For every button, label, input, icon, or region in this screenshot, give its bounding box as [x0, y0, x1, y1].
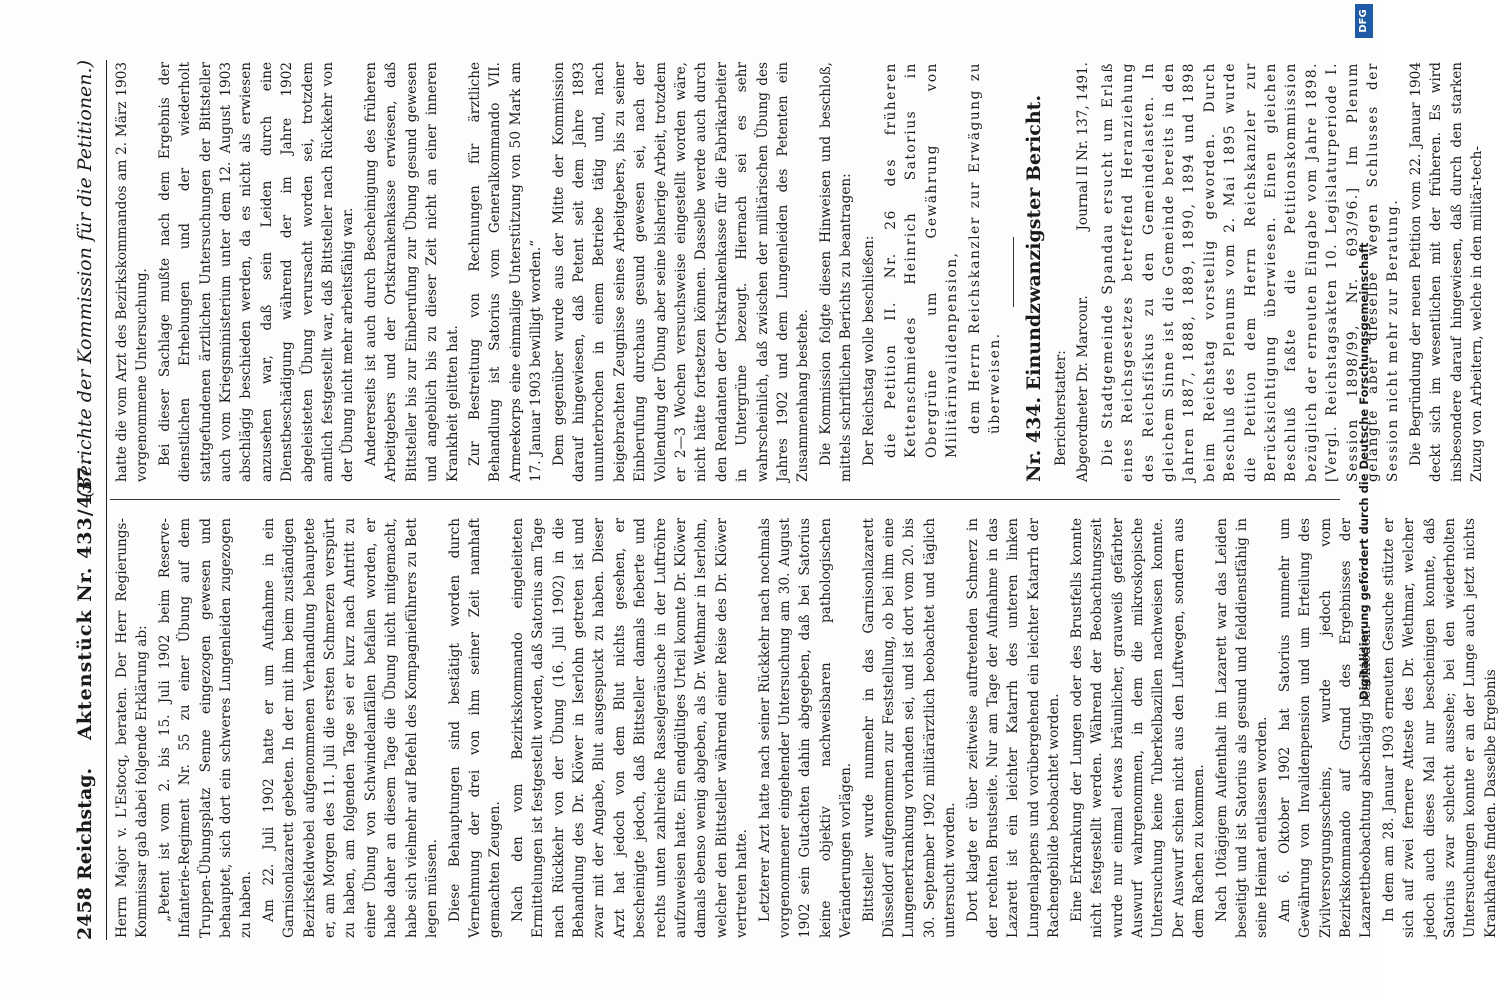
paragraph: Eine Erkrankung der Lungen oder des Brustfells konnte nicht festgestellt werden. Während der Beobachtungszeit wurde nur einmal etwas bräunlicher, grauweiß gefärbter Auswurf wahrgenommen, in dem die mikroskopische Untersuchung keine Tuberkelbazillen nachweisen konnte. Der Auswurf schien nicht aus den Luftwegen, sondern aus dem Rachen zu kommen.	[1068, 518, 1208, 938]
paragraph: Nach 10tägigem Aufenthalt im Lazarett war das Leiden beseitigt und ist Satorius als gesund und felddienstfähig in seine Heimat entlassen worden.	[1213, 518, 1271, 938]
paragraph: Die Kommission folgte diesen Hinweisen und beschloß, mittels schriftlichen Berichts zu beantragen:	[817, 62, 855, 482]
reporter-line	[1073, 62, 1093, 482]
paragraph: „Petent ist vom 2. bis 15. Juli 1902 beim Reserve-Infanterie-Regiment Nr. 55 zu einer Übung auf dem Truppen-Übungsplatz Senne eingezogen gewesen und behauptet, sich dort ein schweres Lungenleiden zugezogen zu haben.	[156, 518, 255, 938]
left-column	[112, 518, 1499, 938]
section-title: (Berichte der Kommission für die Petitionen.)	[74, 60, 96, 498]
paragraph: hatte die vom Arzt des Bezirkskommandos am 2. März 1903 vorgenommene Untersuchung.	[114, 62, 151, 482]
journal-ref: Journal II Nr. 137, 1491.	[1075, 62, 1092, 231]
paragraph: Herrn Major v. L'Estocq, beraten. Der Herr Regierungs-Kommissar gab dabei folgende Erklärung ab:	[114, 518, 151, 938]
page-number: 2458	[74, 887, 96, 940]
paragraph: Nach den vom Bezirkskommando eingeleiteten Ermittelungen ist festgestellt worden, daß Satorius am Tage nach Rückkehr von der Übung (16. Juli 1902) in die Behandlung des Dr. Klöwer in Iserlohn getreten ist und zwar mit der Angabe, Blut ausgespuckt zu haben. Dieser Arzt hat jedoch von dem Blut nichts gesehen, er bescheinigte jedoch, daß Bittsteller damals fieberte und rechts unten zahlreiche Rasselgeräusche in der Luftröhre aufzuweisen hatte. Ein endgültiges Urteil konnte Dr. Klöwer damals ebenso wenig abgeben, als Dr. Wethmar in Iserlohn, welcher den Bittsteller während einer Reise des Dr. Klöwer vertreten hatte.	[509, 518, 751, 938]
paragraph: Bei dieser Sachlage mußte nach dem Ergebnis der dienstlichen Erhebungen und der wiederholt stattgefundenen ärztlichen Untersuchungen der Bittsteller auch vom Kriegsministerium unter dem 12. August 1903 abschlägig beschieden werden, da es nicht als erwiesen anzusehen war, daß sein Leiden durch eine Dienstbeschädigung während der im Jahre 1902 abgeleisteten Übung verursacht worden sei, trotzdem amtlich festgestellt war, daß Bittsteller nach Rückkehr von der Übung nicht mehr arbeitsfähig war.	[156, 62, 357, 482]
motion-body: die Petition II. Nr. 26 des früheren Kettenschmiedes Heinrich Satorius in Obergrüne um Gewährung von Militärinvalidenpension,	[883, 62, 961, 458]
paragraph: Letzterer Arzt hatte nach seiner Rückkehr nach nochmals vorgenommener eingehender Untersuchung am 30. August 1902 sein Gutachten dahin abgegeben, daß bei Satorius keine objektiv nachweisbaren pathologischen Veränderungen vorlägen.	[756, 518, 855, 938]
paragraph: Bittsteller wurde nunmehr in das Garnisonlazarett Düsseldorf aufgenommen zur Feststellung, ob bei ihm eine Lungenerkrankung vorhanden sei, und ist dort vom 20. bis 30. September 1902 militärärztlich beobachtet und täglich untersucht worden.	[860, 518, 959, 938]
paragraph: Dort klagte er über zeitweise auftretenden Schmerz in der rechten Brustseite. Nur am Tage der Aufnahme in das Lazarett ist ein leichter Katarrh des unteren linken Lungenlappens und vorübergehend ein leichter Katarrh der Rachengebilde beobachtet worden.	[964, 518, 1063, 938]
paragraph: Am 6. Oktober 1902 hat Satorius nunmehr um Gewährung von Invalidenpension und um Erteilung des Zivilversorgungsscheins, wurde jedoch vom Bezirkskommando auf Grund des Ergebnisses der Lazarettbeobachtung abschlägig beschieden.	[1276, 518, 1375, 938]
paragraph: Am 22. Juli 1902 hatte er um Aufnahme in ein Garnisonlazarett gebeten. In der mit ihm beim zuständigen Bezirksfeldwebel aufgenommenen Verhandlung behauptete er, am Morgen des 11. Juli die ersten Schmerzen verspürt zu haben, am folgenden Tage sei er kurz nach Antritt zu einer Übung von Schwindelanfällen befallen worden, er habe daher an diesem Tage die Übung nicht mitgemacht, habe sich vielmehr auf Befehl des Kompagnieführers zu Bett legen müssen.	[260, 518, 441, 938]
paragraph: Die Begründung der neuen Petition vom 22. Januar 1904 deckt sich im wesentlichen mit der früheren. Es wird insbesondere darauf hingewiesen, daß durch den starken Zuzug von Arbeitern, welche in den militär-tech-	[1407, 62, 1485, 482]
section-rule	[1013, 237, 1014, 307]
column-divider	[110, 499, 1340, 500]
paragraph: In dem am 28. Januar 1903 erneuten Gesuche stützte er sich auf zwei fernere Atteste des Dr. Wethmar, welcher jedoch auch dieses Mal nur bescheinigen konnte, daß Satorius zwar schlecht aussehe; bei den wiederholten Untersuchungen konnte er an der Lunge auch jetzt nichts Krankhaftes finden. Dasselbe Ergebnis	[1380, 518, 1499, 938]
document-number: Aktenstück Nr. 433/437.	[74, 458, 96, 740]
reporter-name: Abgeordneter Dr. Marcour.	[1075, 295, 1092, 482]
paragraph: Die Stadtgemeinde Spandau ersucht um Erlaß eines Reichsgesetzes betreffend Heranziehung des Reichsfiskus zu den Gemeindelasten. In gleichem Sinne ist die Gemeinde bereits in den Jahren 1887, 1888, 1889, 1890, 1894 und 1898 beim Reichstag vorstellig geworden. Durch Beschluß des Plenums vom 2. Mai 1895 wurde die Petition dem Herrn Reichskanzler zur Berücksichtigung überwiesen. Einen gleichen Beschluß faßte die Petitionskommission bezüglich der erneuten Eingabe vom Jahre 1898. [Vergl. Reichstagsakten 10. Legislaturperiode I. Session 1898/99, Nr. 693/96.] Im Plenum gelangte aber dieselbe wegen Schlusses der Session nicht mehr zur Beratung.	[1099, 62, 1402, 482]
reporter-label: Berichterstatter:	[1052, 350, 1069, 466]
digitization-credit	[1355, 0, 1375, 1000]
motion-lead: Der Reichstag wolle beschließen:	[860, 235, 877, 466]
report-heading: Nr. 434. Einundzwanzigster Bericht.	[1023, 94, 1046, 482]
motion-closing: dem Herrn Reichskanzler zur Erwägung zu überweisen.	[966, 62, 1004, 434]
house-title: Reichstag.	[74, 767, 96, 880]
credit-text: Digitalisierung gefördert durch die Deutsche Forschungsgemeinschaft	[1357, 242, 1371, 700]
paragraph: Andererseits ist auch durch Bescheinigung des früheren Arbeitgebers und der Ortskrankenkasse erwiesen, daß Bittsteller bis zur Einberufung zur Übung gesund gewesen und angeblich bis zu dieser Zeit nicht an einer inneren Krankheit gelitten hat.	[362, 62, 461, 482]
paragraph: Diese Behauptungen sind bestätigt worden durch Vernehmung der drei von ihm seiner Zeit namhaft gemachten Zeugen.	[446, 518, 504, 938]
page-header	[66, 60, 107, 940]
dfg-logo: DFG	[1355, 4, 1373, 38]
paragraph: Zur Bestreitung von Rechnungen für ärztliche Behandlung ist Satorius vom Generalkommando VII. Armeekorps eine einmalige Unterstützung von 50 Mark am 17. Januar 1903 bewilligt worden.“	[466, 62, 545, 482]
paragraph: Dem gegenüber wurde aus der Mitte der Kommission darauf hingewiesen, daß Petent seit dem Jahre 1893 ununterbrochen in einem Betriebe tätig und, nach beigebrachten Zeugnisse seines Arbeitgebers, bis zu seiner Einberufung durchaus gesund gewesen sei, nach der Vollendung der Übung aber seine bisherige Arbeit, trotzdem er 2—3 Wochen versuchsweise eingestellt worden wäre, nicht hätte fortsetzen können. Dasselbe werde auch durch den Rendanten der Ortskrankenkasse für die Fabrikarbeiter in Untergrüne bezeugt. Hiernach sei es sehr wahrscheinlich, daß zwischen der militärischen Übung des Jahres 1902 und dem Lungenleiden des Petenten ein Zusammenhang bestehe.	[550, 62, 812, 482]
